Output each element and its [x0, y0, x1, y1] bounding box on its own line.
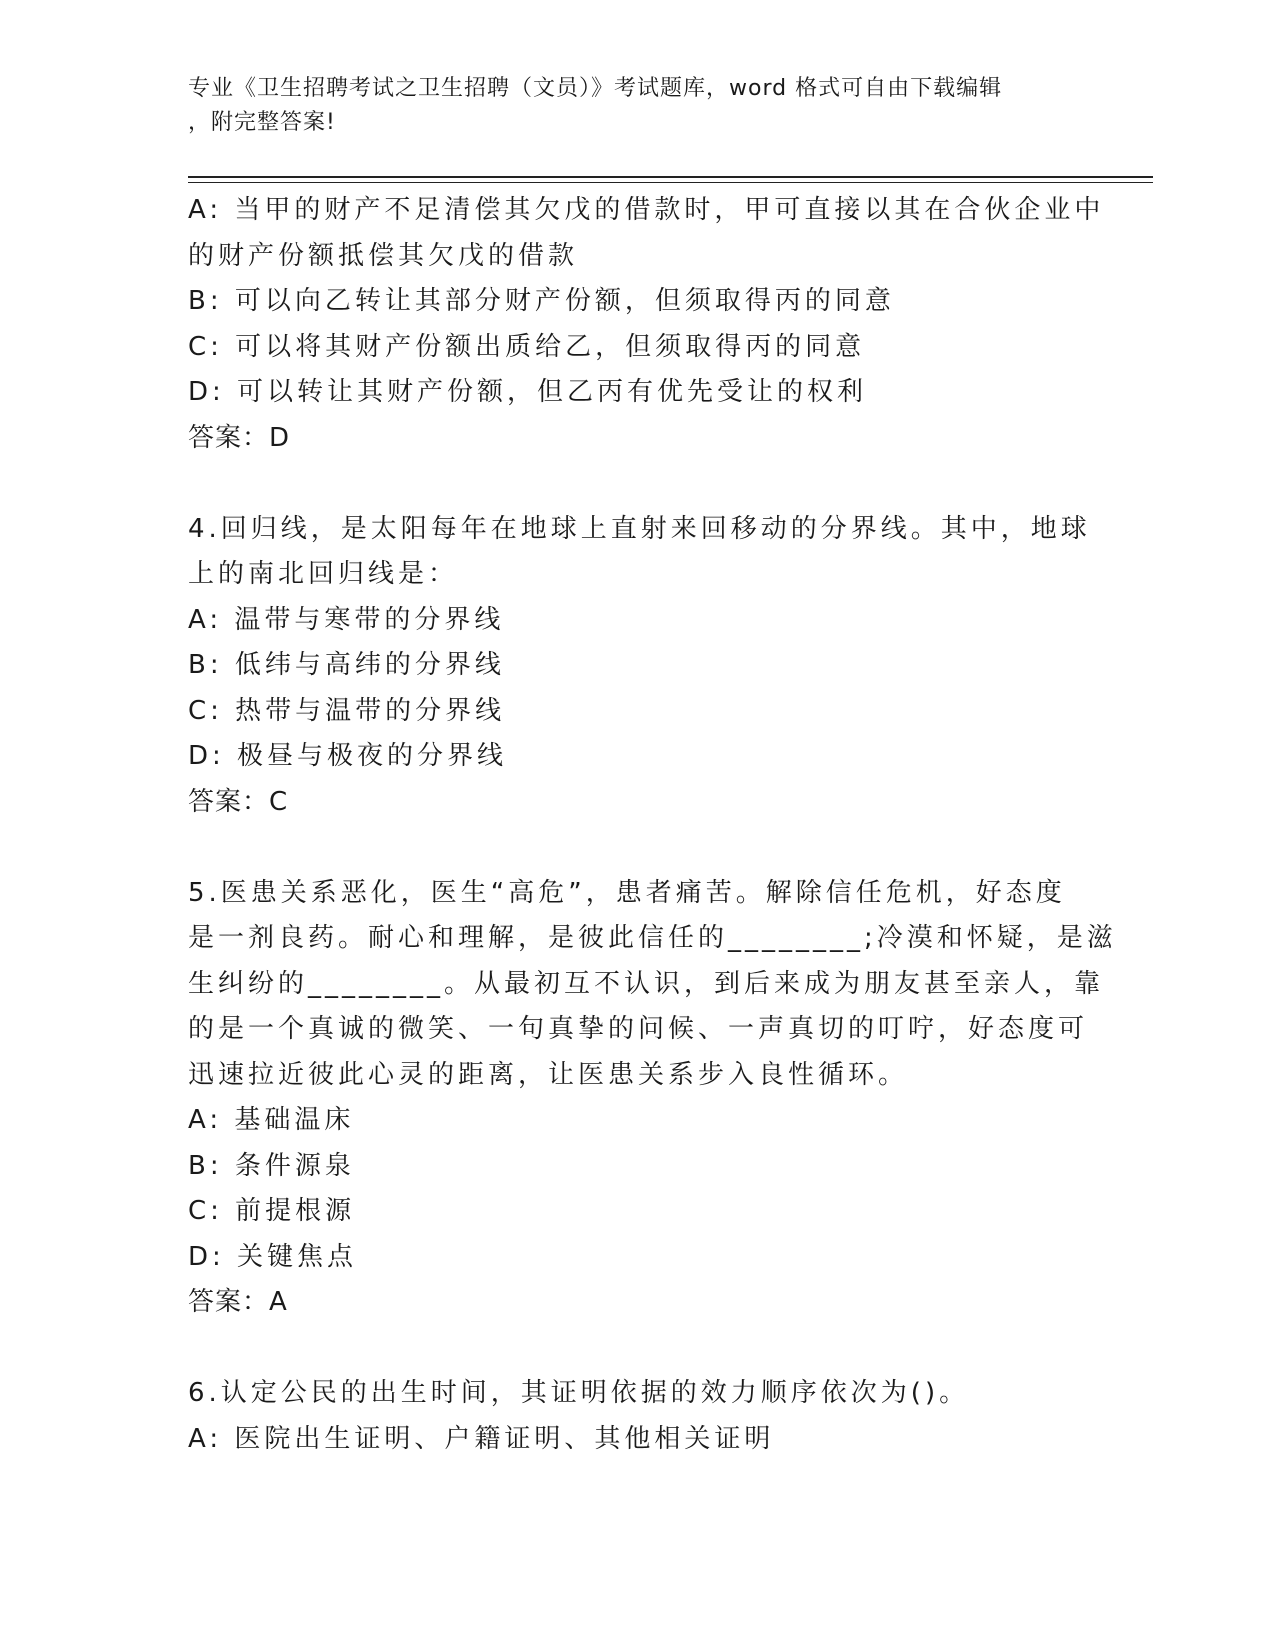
- q5-option-a: A: 基础温床: [188, 1105, 355, 1135]
- q3-option-a-line-2: 的财产份额抵偿其欠戊的借款: [188, 240, 579, 271]
- q5-answer: 答案：A: [188, 1287, 288, 1317]
- q4-option-b: B: 低纬与高纬的分界线: [188, 650, 505, 680]
- spacer: [188, 1326, 1088, 1372]
- spacer: [188, 461, 1088, 507]
- q6-stem-line-1: 6.认定公民的出生时间，其证明依据的效力顺序依次为()。: [188, 1378, 970, 1408]
- q5-option-c: C: 前提根源: [188, 1196, 356, 1226]
- q3-answer: 答案：D: [188, 422, 291, 453]
- q5-stem-line-2: 是一剂良药。耐心和理解，是彼此信任的________;冷漠和怀疑，是滋: [188, 923, 1117, 953]
- q3-option-a-line-1: A: 当甲的财产不足清偿其欠戊的借款时，甲可直接以其在合伙企业中: [188, 195, 1105, 225]
- question-5: [188, 871, 1117, 1326]
- question-3: [188, 188, 1105, 461]
- question-4: [188, 507, 1091, 826]
- header-line-2: ，附完整答案!: [188, 110, 336, 135]
- q3-option-c: C: 可以将其财产份额出质给乙，但须取得丙的同意: [188, 331, 866, 362]
- q5-stem-line-4: 的是一个真诚的微笑、一句真挚的问候、一声真切的叮咛，好态度可: [188, 1014, 1089, 1044]
- q4-option-d: D: 极昼与极夜的分界线: [188, 741, 508, 771]
- q4-option-c: C: 热带与温带的分界线: [188, 695, 506, 726]
- q3-option-b: B: 可以向乙转让其部分财产份额，但须取得丙的同意: [188, 286, 895, 316]
- q3-option-d: D: 可以转让其财产份额，但乙丙有优先受让的权利: [188, 377, 868, 407]
- question-6: [188, 1371, 1088, 1462]
- question-list: [188, 188, 1117, 1462]
- q5-option-d: D: 关键焦点: [188, 1241, 358, 1272]
- spacer: [188, 825, 1088, 871]
- document-header: [188, 72, 1068, 140]
- q5-stem-line-3: 生纠纷的________。从最初互不认识，到后来成为朋友甚至亲人，靠: [188, 968, 1105, 999]
- q4-option-a: A: 温带与寒带的分界线: [188, 604, 505, 635]
- header-divider-thick: [188, 176, 1153, 178]
- q5-stem-line-5: 迅速拉近彼此心灵的距离，让医患关系步入良性循环。: [188, 1059, 909, 1090]
- q4-stem-line-1: 4.回归线，是太阳每年在地球上直射来回移动的分界线。其中，地球: [188, 513, 1091, 544]
- q6-option-a: A: 医院出生证明、户籍证明、其他相关证明: [188, 1423, 775, 1454]
- header-divider-thin: [188, 182, 1153, 183]
- q4-stem-line-2: 上的南北回归线是：: [188, 559, 459, 589]
- q4-answer: 答案：C: [188, 786, 289, 817]
- q5-stem-line-1: 5.医患关系恶化，医生“高危”，患者痛苦。解除信任危机，好态度: [188, 877, 1066, 908]
- header-line-1: 专业《卫生招聘考试之卫生招聘（文员）》考试题库，word 格式可自由下载编辑: [188, 76, 1003, 101]
- q5-option-b: B: 条件源泉: [188, 1150, 355, 1181]
